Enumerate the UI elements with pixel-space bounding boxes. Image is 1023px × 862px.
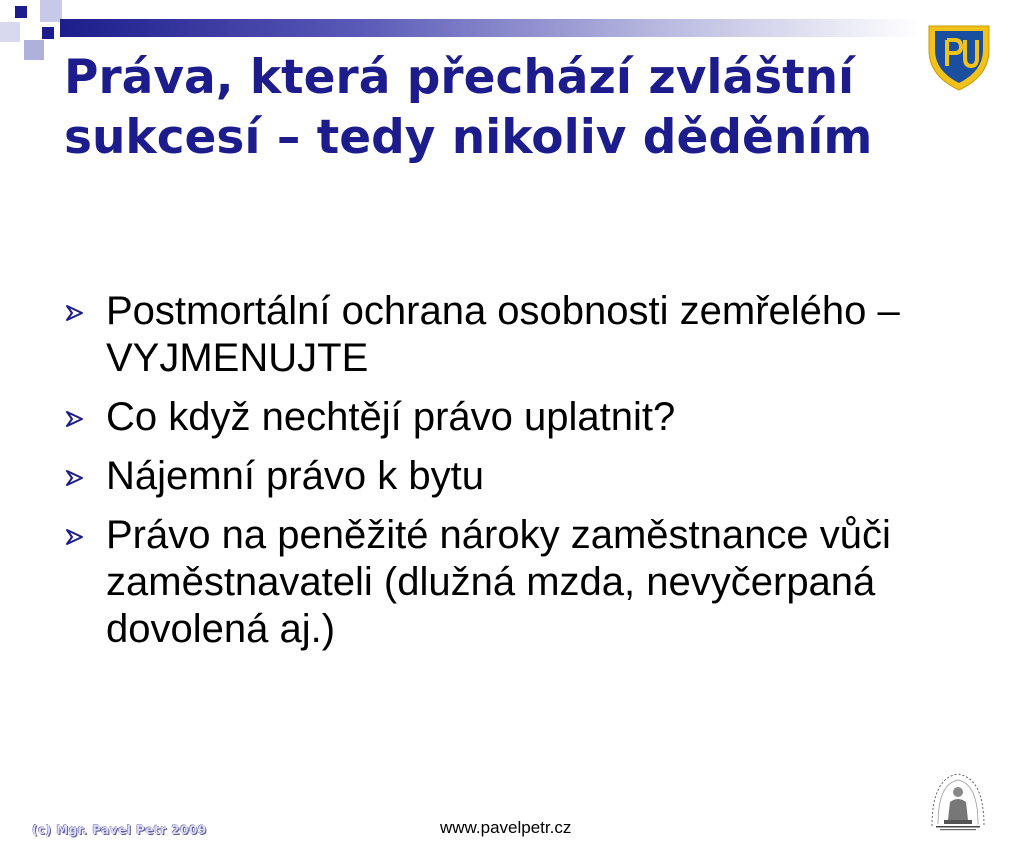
bullet-item — [64, 512, 964, 653]
arrow-bullet-icon — [64, 469, 86, 487]
arrow-bullet-icon — [64, 528, 86, 546]
slide-title: Práva, která přechází zvláštní sukcesí – tedy nikoliv děděním — [64, 50, 873, 165]
bullet-item — [64, 288, 964, 382]
arrow-bullet-icon — [64, 410, 86, 428]
university-shield-logo — [925, 20, 993, 92]
header-gradient-bar — [60, 19, 920, 37]
deco-square — [40, 0, 62, 22]
bullet-list — [64, 288, 964, 665]
deco-square — [24, 40, 44, 60]
arrow-bullet-icon — [64, 304, 86, 322]
footer-copyright: (c) Mgr. Pavel Petr 2009 — [32, 823, 207, 837]
bullet-text: Co když nechtějí právo uplatnit? — [106, 395, 676, 439]
deco-square — [0, 22, 20, 42]
deco-square — [42, 27, 54, 39]
bullet-item — [64, 453, 964, 500]
bullet-text: Právo na peněžité nároky zaměstnance vůči zaměstnavateli (dlužná mzda, nevyčerpaná dovolená aj.) — [106, 513, 891, 651]
bullet-text: Postmortální ochrana osobnosti zemřelého – VYJMENUJTE — [106, 289, 900, 380]
bullet-text: Nájemní právo k bytu — [106, 454, 484, 498]
deco-square — [15, 6, 27, 18]
footer-url: www.pavelpetr.cz — [440, 818, 572, 837]
university-seal-logo — [922, 770, 994, 834]
bullet-item — [64, 394, 964, 441]
